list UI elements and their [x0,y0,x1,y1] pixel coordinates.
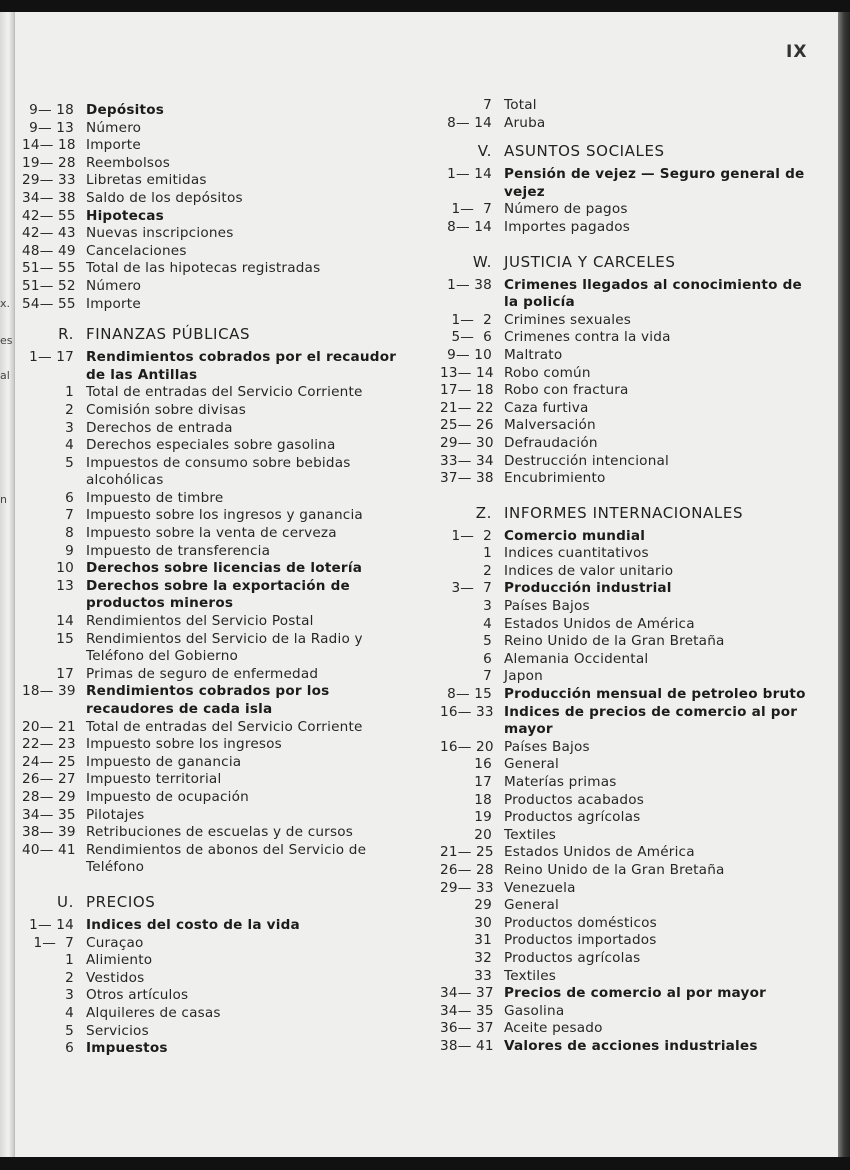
table-number-range: 36— 37 [440,1020,494,1037]
index-entry [22,560,402,578]
entry-label: Materías primas [504,774,617,790]
table-number-range: 6 [483,650,492,667]
index-entry [440,897,820,915]
table-number-range: 16— 20 [440,738,494,755]
index-entry [440,950,820,968]
table-number-range: 6 [65,1040,74,1057]
table-number-range: 14— 18 [22,137,76,154]
table-number-range: 37— 38 [440,470,494,487]
index-entry [22,278,402,296]
table-number-range: 3 [65,419,74,436]
entry-label: Alemania Occidental [504,650,649,667]
index-entry [22,243,402,261]
table-number-range: 3— 7 [451,580,492,597]
entry-label: Textiles [504,826,557,843]
index-entry [440,382,820,400]
entry-label: Aceite pesado [504,1020,603,1037]
index-entry [440,774,820,792]
table-number-range: 20 [474,826,492,843]
table-number-range: 31 [474,932,492,949]
entry-label: Impuesto sobre los ingresos y ganancia [86,507,363,524]
entry-label: Derechos sobre la exportación de productos mineros [86,577,350,612]
index-entry [440,792,820,810]
entry-label: Reino Unido de la Gran Bretaña [504,633,725,650]
book-gutter [0,12,15,1157]
index-entry [22,490,402,508]
entry-label: Indices cuantitativos [504,545,649,562]
table-number-range: 7 [483,97,492,113]
table-number-range: 18— 39 [22,683,76,700]
index-entry [22,543,402,561]
margin-bleed-text: n [0,493,7,506]
entry-label: Países Bajos [504,738,590,755]
index-entry [22,172,402,190]
entry-label: Derechos especiales sobre gasolina [86,437,336,454]
table-number-range: 13— 14 [440,364,494,381]
entry-label: Crimines sexuales [504,311,632,328]
index-entry [440,545,820,563]
entry-label: Nuevas inscripciones [86,225,234,242]
section-v-list [440,166,820,236]
index-entry [440,580,820,598]
entry-label: Productos agrícolas [504,949,641,966]
entry-label: Impuesto sobre los ingresos [86,736,282,753]
index-entry [440,365,820,383]
table-number-range: 34— 38 [22,189,76,206]
table-number-range: 10 [56,560,74,577]
index-entry [22,952,402,970]
entry-label: Vestidos [86,969,145,986]
index-entry [22,824,402,842]
entry-label: Pensión de vejez — Seguro general de vejez [504,166,805,200]
index-entry [22,970,402,988]
table-number-range: 1 [483,545,492,562]
index-entry [440,219,820,237]
table-number-range: 8— 15 [447,686,492,703]
entry-label: Impuesto de transferencia [86,542,271,559]
entry-label: Producción industrial [504,580,672,597]
table-number-range: 16— 33 [440,703,494,720]
entry-label: Robo común [504,364,591,381]
table-number-range: 22— 23 [22,736,76,753]
entry-label: Aruba [504,114,546,131]
index-entry [440,827,820,845]
index-entry [440,985,820,1003]
table-number-range: 29— 33 [440,879,494,896]
entry-label: Servicios [86,1022,149,1039]
entry-label: Impuesto territorial [86,771,222,788]
section-letter: V. [477,142,492,161]
entry-label: Gasolina [504,1002,565,1019]
entry-label: Impuesto sobre la venta de cerveza [86,525,337,542]
index-entry [440,201,820,219]
entry-label: Encubrimiento [504,470,606,487]
entry-label: Estados Unidos de América [504,615,695,632]
index-entry [440,880,820,898]
index-entry [440,932,820,950]
index-entry [440,915,820,933]
page-number: IX [786,42,808,62]
table-number-range: 4 [65,437,74,454]
table-number-range: 29— 33 [22,172,76,189]
section-heading-w [440,253,820,272]
table-number-range: 54— 55 [22,295,76,312]
table-number-range: 14 [56,613,74,630]
table-number-range: 51— 52 [22,277,76,294]
right-column [440,97,820,1056]
entry-label: Total de entradas del Servicio Corriente [86,718,363,735]
section-title: JUSTICIA Y CARCELES [504,252,676,271]
index-entry [440,844,820,862]
table-number-range: 17— 18 [440,382,494,399]
table-number-range: 3 [65,987,74,1004]
index-entry [22,296,402,314]
index-entry [22,225,402,243]
table-number-range: 5 [483,633,492,650]
table-number-range: 2 [65,969,74,986]
entry-label: Crimenes llegados al conocimiento de la policía [504,276,802,311]
index-entry [22,349,402,384]
section-r-list [22,349,402,877]
table-number-range: 1— 2 [451,311,492,328]
table-number-range: 26— 27 [22,771,76,788]
margin-bleed-text: al [0,369,10,382]
index-entry [440,417,820,435]
document-page [0,12,838,1157]
index-entry [440,862,820,880]
table-number-range: 25— 26 [440,417,494,434]
entry-label: Caza furtiva [504,399,589,416]
entry-label: Derechos de entrada [86,419,233,436]
entry-label: Indices de valor unitario [504,562,674,579]
index-entry [22,208,402,226]
index-entry [22,437,402,455]
section-w-list [440,277,820,488]
index-entry [440,668,820,686]
entry-label: Crimenes contra la vida [504,329,671,346]
table-number-range: 1— 17 [29,349,74,366]
entry-label: Rendimientos cobrados por el recaudor de las Antillas [86,349,397,383]
table-number-range: 42— 55 [22,207,76,224]
table-number-range: 1— 38 [447,276,492,293]
section-heading-z [440,504,820,523]
entry-label: Productos agrícolas [504,809,641,826]
entry-label: Cancelaciones [86,242,187,259]
table-number-range: 17 [474,774,492,790]
entry-label: Retribuciones de escuelas y de cursos [86,824,354,841]
index-entry [22,402,402,420]
table-number-range: 42— 43 [22,225,76,242]
table-number-range: 34— 37 [440,985,494,1002]
index-entry [22,137,402,155]
index-entry [22,771,402,789]
index-entry [22,260,402,278]
table-number-range: 2 [65,401,74,418]
index-entry [22,736,402,754]
entry-label: Malversación [504,417,596,434]
index-entry [22,987,402,1005]
index-entry [22,455,402,490]
entry-label: Pilotajes [86,806,145,823]
entry-label: Número [86,119,142,136]
index-entry [440,1038,820,1056]
entry-label: Japon [504,668,543,685]
book-page-edges [838,12,850,1157]
index-entry [22,578,402,613]
section-heading-r [22,325,402,344]
entry-label: Productos domésticos [504,914,657,931]
index-entry [22,507,402,525]
entry-label: Hipotecas [86,207,164,224]
table-number-range: 8— 14 [447,218,492,235]
index-entry [22,120,402,138]
index-entry [22,102,402,120]
table-number-range: 8— 14 [447,114,492,131]
table-number-range: 7 [65,507,74,524]
prices-continued-list [440,97,820,132]
index-entry [22,666,402,684]
table-number-range: 17 [56,665,74,682]
section-letter: R. [58,325,74,344]
table-number-range: 9 [65,542,74,559]
entry-label: Productos acabados [504,791,645,808]
table-number-range: 38— 41 [440,1037,494,1054]
table-number-range: 34— 35 [22,806,76,823]
table-number-range: 1 [65,952,74,969]
entry-label: Impuesto de timbre [86,489,224,506]
section-z-list [440,528,820,1056]
entry-label: Rendimientos de abonos del Servicio de Teléfono [86,841,367,876]
entry-label: Robo con fractura [504,382,629,399]
left-column [22,102,402,1058]
table-number-range: 38— 39 [22,824,76,841]
index-entry [440,277,820,312]
entry-label: Estados Unidos de América [504,844,695,861]
entry-label: Indices de precios de comercio al por mayor [504,703,798,738]
table-number-range: 9— 10 [447,346,492,363]
table-number-range: 9— 18 [29,102,74,118]
index-entry [22,754,402,772]
entry-label: Primas de seguro de enfermedad [86,665,319,682]
section-heading-v [440,142,820,161]
index-entry [22,807,402,825]
entry-label: Valores de acciones industriales [504,1037,758,1054]
index-entry [440,166,820,201]
index-entry [22,525,402,543]
index-entry [22,917,402,935]
table-number-range: 13 [56,577,74,594]
table-number-range: 28— 29 [22,788,76,805]
table-number-range: 40— 41 [22,841,76,858]
table-number-range: 48— 49 [22,242,76,259]
entry-label: Rendimientos cobrados por los recaudores de cada isla [86,683,330,717]
table-number-range: 5 [65,1022,74,1039]
entry-label: Comercio mundial [504,527,646,544]
table-number-range: 2 [483,562,492,579]
table-number-range: 5 [65,454,74,471]
table-number-range: 1— 14 [447,166,492,183]
table-number-range: 26— 28 [440,861,494,878]
index-entry [440,329,820,347]
index-entry [440,968,820,986]
index-entry [22,384,402,402]
entry-label: Impuestos [86,1040,168,1057]
entry-label: Rendimientos del Servicio Postal [86,613,314,630]
index-entry [440,686,820,704]
margin-bleed-text: x. [0,297,11,310]
table-number-range: 16 [474,756,492,773]
index-entry [440,616,820,634]
index-entry [440,756,820,774]
index-entry [440,633,820,651]
entry-label: Impuesto de ganancia [86,753,242,770]
table-number-range: 9— 13 [29,119,74,136]
margin-bleed-text: es [0,334,12,347]
index-entry [22,719,402,737]
table-number-range: 4 [483,615,492,632]
entry-label: Maltrato [504,346,563,363]
index-entry [440,1020,820,1038]
entry-label: Importe [86,137,141,154]
table-number-range: 21— 22 [440,399,494,416]
section-letter: W. [472,252,492,271]
table-number-range: 30 [474,914,492,931]
index-entry [22,420,402,438]
entry-label: Reino Unido de la Gran Bretaña [504,861,725,878]
index-entry [22,935,402,953]
index-entry [440,347,820,365]
table-number-range: 6 [65,489,74,506]
entry-label: Alquileres de casas [86,1004,221,1021]
index-entry [440,809,820,827]
entry-label: General [504,756,559,773]
savings-mortgage-list [22,102,402,313]
index-entry [22,1040,402,1058]
entry-label: Derechos sobre licencias de lotería [86,560,363,577]
entry-label: Importes pagados [504,218,631,235]
section-title: INFORMES INTERNACIONALES [504,503,744,522]
entry-label: Total de las hipotecas registradas [86,260,321,277]
table-number-range: 24— 25 [22,753,76,770]
entry-label: Total de entradas del Servicio Corriente [86,384,363,401]
table-number-range: 20— 21 [22,718,76,735]
index-entry [22,789,402,807]
table-number-range: 1— 7 [33,934,74,951]
index-entry [440,400,820,418]
index-entry [440,563,820,581]
section-title: ASUNTOS SOCIALES [504,142,665,161]
section-letter: U. [57,892,74,911]
section-title: PRECIOS [86,892,156,911]
entry-label: Defraudación [504,434,598,451]
entry-label: Impuestos de consumo sobre bebidas alcohólicas [86,454,351,489]
entry-label: Rendimientos del Servicio de la Radio y Teléfono del Gobierno [86,630,363,665]
table-number-range: 19— 28 [22,154,76,171]
index-entry [440,115,820,133]
index-entry [22,155,402,173]
section-title: FINANZAS PÚBLICAS [86,325,251,344]
table-number-range: 21— 25 [440,844,494,861]
table-number-range: 4 [65,1004,74,1021]
entry-label: Alimiento [86,952,153,969]
index-entry [440,312,820,330]
table-number-range: 18 [474,791,492,808]
entry-label: Precios de comercio al por mayor [504,985,767,1002]
index-entry [440,651,820,669]
table-number-range: 33— 34 [440,452,494,469]
table-number-range: 1— 7 [451,201,492,218]
index-entry [440,739,820,757]
entry-label: Saldo de los depósitos [86,189,243,206]
entry-label: Número de pagos [504,201,628,218]
entry-label: Indices del costo de la vida [86,916,300,933]
table-number-range: 8 [65,525,74,542]
index-entry [22,1005,402,1023]
entry-label: General [504,897,559,914]
table-number-range: 34— 35 [440,1002,494,1019]
table-number-range: 1 [65,384,74,401]
entry-label: Comisión sobre divisas [86,401,247,418]
table-number-range: 15 [56,630,74,647]
entry-label: Productos importados [504,932,657,949]
table-number-range: 19 [474,809,492,826]
table-number-range: 1— 2 [451,527,492,544]
table-number-range: 5— 6 [451,329,492,346]
entry-label: Impuesto de ocupación [86,788,249,805]
index-entry [440,704,820,739]
table-number-range: 7 [483,668,492,685]
index-entry [440,435,820,453]
index-entry [440,598,820,616]
entry-label: Número [86,277,142,294]
table-number-range: 32 [474,949,492,966]
entry-label: Venezuela [504,879,576,896]
entry-label: Libretas emitidas [86,172,207,189]
table-number-range: 3 [483,598,492,615]
index-entry [22,842,402,877]
index-entry [440,528,820,546]
table-number-range: 1— 14 [29,916,74,933]
index-entry [22,1023,402,1041]
index-entry [22,631,402,666]
table-number-range: 29— 30 [440,434,494,451]
index-entry [440,97,820,115]
section-u-list [22,917,402,1058]
entry-label: Destrucción intencional [504,452,670,469]
section-heading-u [22,893,402,912]
table-number-range: 51— 55 [22,260,76,277]
index-entry [22,190,402,208]
index-entry [440,453,820,471]
entry-label: Textiles [504,967,557,984]
entry-label: Países Bajos [504,598,590,615]
entry-label: Importe [86,295,141,312]
table-number-range: 33 [474,967,492,984]
entry-label: Producción mensual de petroleo bruto [504,686,806,703]
index-entry [22,613,402,631]
index-entry [22,683,402,718]
entry-label: Depósitos [86,102,165,118]
entry-label: Otros artículos [86,987,189,1004]
entry-label: Total [504,97,537,113]
entry-label: Reembolsos [86,154,171,171]
index-entry [440,1003,820,1021]
entry-label: Curaçao [86,934,144,951]
section-letter: Z. [475,503,492,522]
table-number-range: 29 [474,897,492,914]
index-entry [440,470,820,488]
